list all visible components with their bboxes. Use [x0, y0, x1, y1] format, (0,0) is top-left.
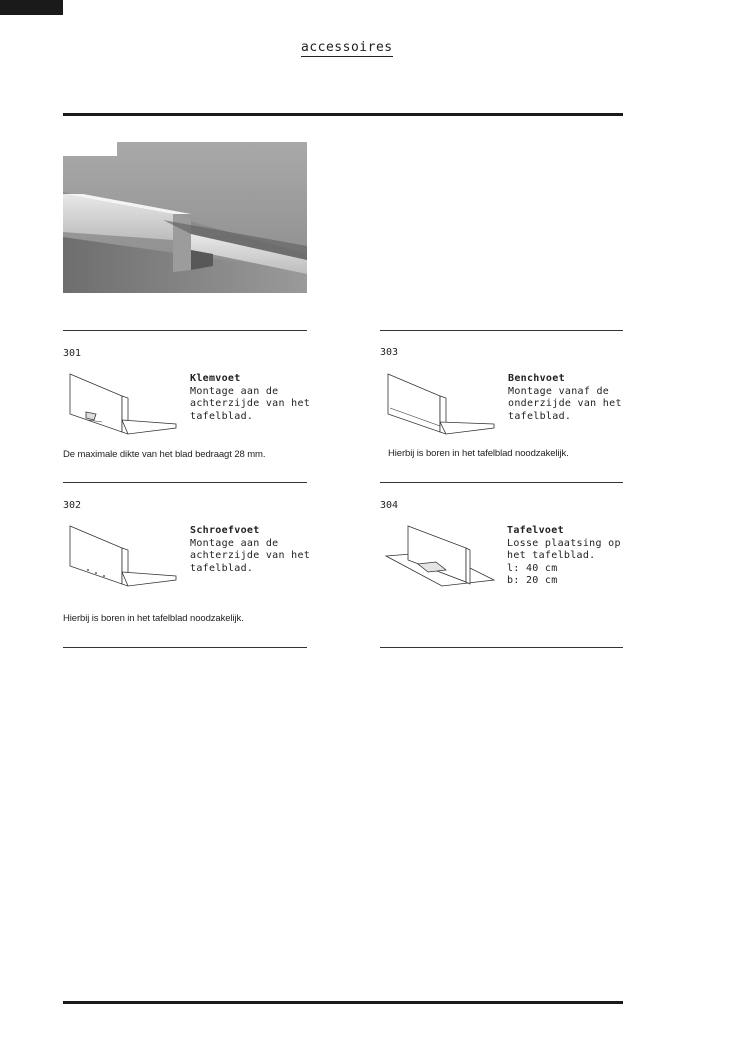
- item-description: [507, 525, 621, 588]
- page-title: accessoires: [301, 40, 393, 55]
- divider: [380, 330, 623, 331]
- clamp-foot-drawing: [66, 370, 178, 438]
- item-line: achterzijde van het: [190, 398, 311, 409]
- item-note: De maximale dikte van het blad bedraagt 28 mm.: [63, 449, 266, 460]
- item-description: [508, 373, 622, 423]
- table-foot-drawing: [384, 522, 496, 594]
- item-code: 304: [380, 500, 399, 511]
- item-line: tafelblad.: [508, 410, 572, 422]
- top-divider: [63, 113, 623, 116]
- screw-foot-drawing: [66, 522, 178, 590]
- divider: [380, 482, 623, 483]
- item-code: 301: [63, 348, 82, 359]
- item-code: 302: [63, 500, 82, 511]
- item-name: Benchvoet: [508, 373, 565, 384]
- item-name: Schroefvoet: [190, 525, 260, 536]
- divider: [63, 647, 307, 648]
- item-name: Tafelvoet: [507, 525, 564, 536]
- bottom-divider: [63, 1001, 623, 1004]
- divider: [63, 482, 307, 483]
- item-line: Losse plaatsing op: [507, 537, 621, 549]
- divider: [380, 647, 623, 648]
- item-note: Hierbij is boren in het tafelblad noodzakelijk.: [63, 613, 244, 624]
- item-line: het tafelblad.: [507, 550, 596, 561]
- product-photo: [63, 142, 307, 293]
- bench-foot-drawing: [384, 370, 496, 438]
- item-line: l: 40 cm: [507, 562, 558, 574]
- corner-tab: [0, 0, 63, 15]
- divider: [63, 330, 307, 331]
- item-name: Klemvoet: [190, 373, 241, 384]
- item-line: tafelblad.: [190, 562, 254, 574]
- item-code: 303: [380, 347, 399, 358]
- item-line: Montage aan de: [190, 385, 279, 397]
- item-note: Hierbij is boren in het tafelblad noodzakelijk.: [388, 448, 569, 459]
- item-line: Montage vanaf de: [508, 385, 610, 397]
- item-line: achterzijde van het: [190, 550, 311, 561]
- item-line: b: 20 cm: [507, 575, 558, 586]
- item-line: onderzijde van het: [508, 398, 622, 409]
- item-line: tafelblad.: [190, 410, 254, 422]
- item-description: [190, 525, 310, 575]
- item-description: [190, 373, 310, 423]
- item-line: Montage aan de: [190, 537, 279, 549]
